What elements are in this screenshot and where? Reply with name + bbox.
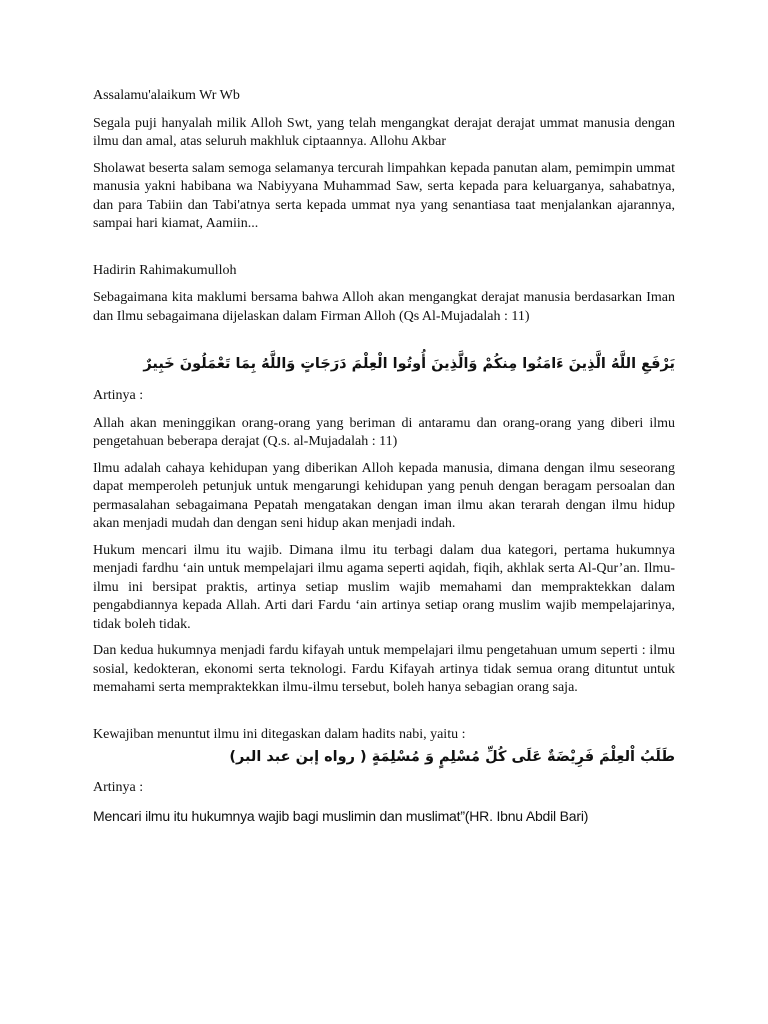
paragraph-hadith-translation: Mencari ilmu itu hukumnya wajib bagi muslimin dan muslimat”(HR. Ibnu Abdil Bari) bbox=[93, 807, 589, 824]
paragraph-hadits-intro: Kewajiban menuntut ilmu ini ditegaskan dalam hadits nabi, yaitu : bbox=[93, 726, 466, 742]
label-artinya-verse: Artinya : bbox=[93, 388, 144, 403]
paragraph-fardu-kifayah: Dan kedua hukumnya menjadi fardu kifayah untuk mempelajari ilmu pengetahuan umum seperti : ilmu sosial, kedokteran, ekonomi serta teknologi. Fardu Kifayah artinya tidak semua orang dituntut untuk memahami serta mempraktekkan ilmu-ilmu tersebut, boleh hanya sebagian orang saja. bbox=[93, 643, 675, 695]
hadith-arabic: طَلَبُ اْلعِلْمَ فَرِيْضَةٌ عَلَى كُلِّ مُسْلِمٍ وَ مُسْلِمَةٍ ( رواه إبن عبد البر) bbox=[229, 749, 675, 765]
paragraph-opening-praise: Segala puji hanyalah milik Alloh Swt, yang telah mengangkat derajat derajat ummat manusia dengan ilmu dan amal, atas seluruh makhluk ciptaannya. Allohu Akbar bbox=[93, 115, 675, 149]
paragraph-sholawat: Sholawat beserta salam semoga selamanya tercurah limpahkan kepada panutan alam, pemimpin ummat manusia yakni habibana wa Nabiyyana Muhammad Saw, serta kepada para keluarganya, sahabatnya, dan para Tabiin dan Tabi'atnya serta kepada ummat nya yang senantiasa taat menjalankan ajarannya, sampai hari kiamat, Aamiin... bbox=[93, 160, 675, 231]
heading-hadirin: Hadirin Rahimakumulloh bbox=[93, 262, 237, 278]
paragraph-ilmu-cahaya: Ilmu adalah cahaya kehidupan yang diberikan Alloh kepada manusia, dimana dengan ilmu seseorang dapat memperoleh petunjuk untuk mengarungi kehidupan yang penuh dengan beragam persoalan dan permasalahan sebagaimana Pepatah mengatakan dengan iman ilmu akan terarah dengan ilmu hidup akan menjadi mudah dan dengan seni hidup akan menjadi indah. bbox=[93, 460, 675, 531]
paragraph-hukum-fardhu-ain: Hukum mencari ilmu itu wajib. Dimana ilmu itu terbagi dalam dua kategori, pertama hukumnya menjadi fardhu ‘ain untuk mempelajari ilmu agama seperti aqidah, fiqih, akhlak serta Al-Qur’an. Ilmu-ilmu ini bersipat praktis, artinya setiap muslim wajib memahami dan mempraktekkan dalam pengabdiannya kepada Allah. Arti dari Fardu ‘ain artinya setiap orang muslim wajib mempelajarinya, tidak boleh tidak. bbox=[93, 542, 675, 632]
paragraph-verse-translation: Allah akan meninggikan orang-orang yang beriman di antaramu dan orang-orang yang diberi ilmu pengetahuan beberapa derajat (Q.s. al-Mujadalah : 11) bbox=[93, 415, 675, 449]
paragraph-intro-verse: Sebagaimana kita maklumi bersama bahwa Alloh akan mengangkat derajat manusia berdasarkan Iman dan Ilmu sebagaimana dijelaskan dalam Firman Alloh (Qs Al-Mujadalah : 11) bbox=[93, 290, 675, 324]
quran-verse-arabic: يَرْفَعِ اللَّهُ الَّذِينَ ءَامَنُوا مِنكُمْ وَالَّذِينَ أُوتُوا الْعِلْمَ دَرَجَاتٍ وَاللَّهُ بِمَا تَعْمَلُونَ خَبِيرٌ bbox=[143, 356, 675, 372]
greeting: Assalamu'alaikum Wr Wb bbox=[93, 88, 240, 103]
label-artinya-hadith: Artinya : bbox=[93, 780, 144, 795]
document-page bbox=[93, 87, 675, 825]
